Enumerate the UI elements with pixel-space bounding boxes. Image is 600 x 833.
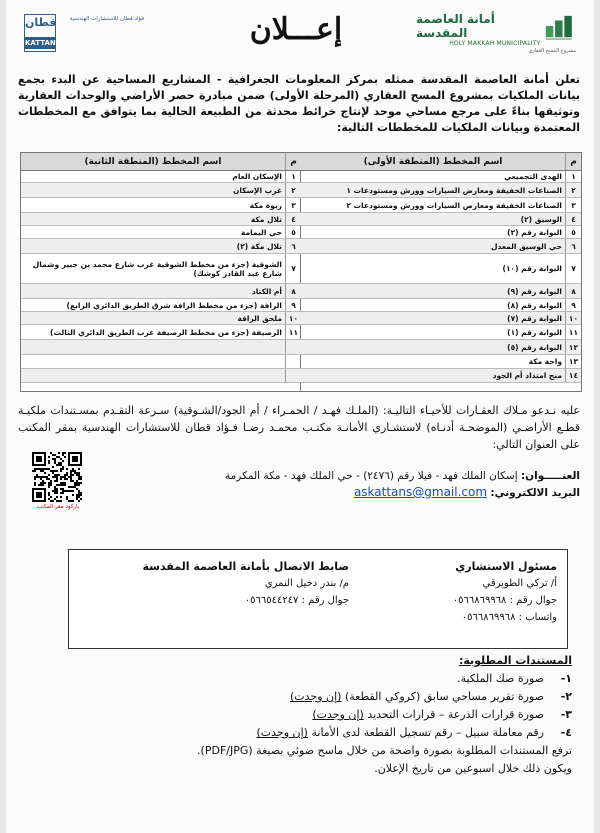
zone2-row [21,226,301,239]
zone1-row [301,355,581,369]
email-link[interactable]: askattans@gmail.com [353,485,488,499]
page-title: إعـــلان [249,12,343,47]
zone1-row-number: ١٠ [565,312,581,324]
zone2-row-name: تلال مكة (٢) [236,241,282,251]
office-qr-code-icon[interactable] [32,452,82,502]
zone1-row [301,183,581,198]
zone1-row-number: ٥ [565,226,581,238]
zone2-row-number: ٦ [285,239,301,253]
zone1-row-name: الصناعات الخفيفة ومعارض السيارات وورش ومستودعات ٢ [346,200,562,210]
zone2-row-number: ٩ [285,299,301,311]
zone1-row-name: البوابة رقم (١) [507,327,562,337]
doc-item-text [257,724,544,742]
kattan-brand-ar: قطان [25,16,57,29]
zone2-header-row [21,153,301,171]
announcement-page [6,0,594,833]
zone2-row-number: ٣ [285,198,301,212]
zone2-row-number: ٧ [285,254,301,283]
zone2-row-name: حي اليمامة [240,227,282,237]
zone1-num-header: م [565,153,581,170]
zone2-row [21,198,301,213]
zone1-row [301,171,581,183]
kattan-mark [24,14,56,52]
zone1-row [301,325,581,340]
municipality-name-en: HOLY MAKKAH MUNICIPALITY [449,40,541,47]
doc-item [52,724,572,742]
zone2-row [21,299,301,312]
zone2-row-name: أم الكتاد [251,286,282,296]
zone1-row-number: ٣ [565,198,581,212]
doc-item-note: (إن وجدت) [289,690,342,703]
officer-title: ضابط الاتصال بأمانة العاصمة المقدسة [142,560,349,573]
docs-deadline-note: ويكون ذلك خلال اسبوعين من تاريخ الإعلان. [374,762,572,775]
zone1-row-name: الوسيق (٢) [520,214,562,224]
zone1-row [301,284,581,299]
zone2-row-name: الشوقية (جزء من مخطط الشوقية غرب شارع محمد بن جبير وشمال شارع عبد القادر كوشك) [32,259,282,278]
zone1-header: اسم المخطط (المنطقة الأولى) [363,156,503,167]
doc-item-number: ٢- [560,690,572,703]
email-label: البريد الالكتروني: [490,487,580,499]
officer-mobile: جوال رقم : ٠٥٦٦٥٤٤٢٤٧ [244,595,349,606]
zone1-header-row [301,153,581,171]
doc-item-number: ٤- [560,726,572,739]
docs-title: المستندات المطلوبة: [458,654,572,667]
zone2-row-name: الإسكان العام [232,172,282,181]
doc-item-label: صورة صك الملكية. [457,672,544,685]
kattan-logo [24,12,144,58]
consultant-whatsapp: واتساب : ٠٥٦٦٨٦٩٩٦٨ [461,612,557,623]
consultant-mobile: جوال رقم : ٠٥٦٦٨٦٩٩٦٨ [452,595,557,606]
doc-item-label: رقم معاملة سبيل – رقم تسجيل القطعة لدى الأمانة [307,726,544,739]
zone1-row-number: ٧ [565,254,581,283]
zone2-row-name: ربوة مكة [249,200,282,210]
intro-paragraph: تعلن أمانة العاصمة المقدسة ممثله بمركز المعلومات الجغرافية - المشاريع المساحية عن البدء بجمع بيانات الملكيات بمشروع المسح العقاري (المرحلة الأولى) ضمن مبادرة حصر الأراضي والوحدات العقارية وتوثيقها بناءً على مرجع مساحي موحد لإنتاج خرائط محدثة من الطبيعة الحالية بما يتوافق مع المخططات المعتمدة وبيانات الملكيات للمخططات التالية: [18,73,580,134]
zone2-row-number [285,340,301,354]
officer-contact [109,558,349,609]
zone2-row-number: ٨ [285,284,301,298]
doc-item-text [290,688,544,706]
zone1-row-number: ٤ [565,213,581,225]
kattan-brand-en: KATTAN [25,39,56,47]
zone2-row-number: ٤ [285,213,301,225]
zone2-row [21,369,301,383]
zone2-row-name: غرب الإسكان [232,185,282,195]
zone2-row-number [285,355,301,368]
zone2-row [21,239,301,254]
zone1-row [301,239,581,254]
zone2-row [21,355,301,369]
consultant-name: أ/ تركي الطويرقي [482,578,557,589]
zone2-row [21,171,301,183]
doc-item [52,670,572,688]
zone2-num-header: م [285,153,301,170]
doc-item-number: ٣- [560,708,572,721]
zone1-row-name: واحة مكة [528,357,562,366]
zone2-row [21,254,301,284]
doc-item-note: (إن وجدت) [256,726,308,739]
doc-item-label: صورة تقرير مساحي سابق (كروكي القطعة) [341,690,544,703]
zone1-row [301,213,581,226]
zone1-row-number: ١٤ [565,369,581,382]
doc-item-label: صورة قرارات الذرعة – قرارات التحديد [363,708,544,721]
contacts-box [68,549,568,649]
zone1-row-number: ٢ [565,183,581,197]
zone1-row-number: ٩ [565,299,581,311]
zone2-header: اسم المخطط (المنطقة الثانية) [84,156,222,167]
zone1-row [301,369,581,383]
municipality-subtitle: مشروع المسح العقاري [528,48,576,54]
zone1-row-number: ٦ [565,239,581,253]
zone1-row-name: الصناعات الخفيفة ومعارض السيارات وورش ومستودعات ١ [346,185,562,195]
zone2-row-number: ١ [285,171,301,182]
qr-caption: باركود مقر المكتب [36,504,80,510]
zone2-row [21,183,301,198]
docs-format-note: ترفع المستندات المطلوبة بصورة واضحة من خلال ماسح ضوئي بصيغة (PDF/JPG). [197,744,572,757]
address-value: إسكان الملك فهد - فيلا رقم (٢٤٧٦) - حي الملك فهد - مكة المكرمة [225,470,518,482]
doc-item-text [312,706,544,724]
consultant-title: مسئول الاستشاري [455,560,557,573]
address-label: العنـــــوان: [520,470,580,482]
zone2-row-name: تلال مكة [250,214,282,224]
kattan-caption: فؤاد قطان للاستشارات الهندسية [69,16,144,22]
zone1-row-name: البوابة رقم (٧) [507,313,562,323]
zone1-row [301,198,581,213]
consultant-contact [317,558,557,626]
zone1-row-number: ١١ [565,325,581,339]
zone2-row [21,340,301,355]
doc-item [52,688,572,706]
zone1-row-number: ٨ [565,284,581,298]
municipality-name-ar: أمانة العاصمة المقدسة [416,12,495,40]
zone2-row [21,284,301,299]
zone1-row [301,340,581,355]
municipality-logo-icon [544,12,576,42]
plans-table [20,152,582,392]
required-documents [52,652,572,778]
zone1-row-name: البوابة رقم (٢) [507,227,562,237]
makkah-municipality-logo [416,12,576,62]
zone2-row-number [285,369,301,382]
doc-item [52,706,572,724]
zone1-row-number: ١٣ [565,355,581,368]
office-address [150,468,580,501]
zone2-row-name: الرصيفة (جزء من مخطط الرصيفة غرب الطريق الدائري الثالث) [50,327,282,337]
zone1-row-number: ١٢ [565,340,581,354]
zone1-row-name: منح امتداد أم الجود [492,371,562,380]
zone2-row [21,213,301,226]
zone1-row-name: البوابة رقم (٨) [507,300,562,310]
zone2-row-number: ٢ [285,183,301,197]
zone1-row [301,299,581,312]
zone2-row [21,325,301,340]
zone2-row-name: ملحق الرافة [237,313,282,323]
zone1-row-name: حي الوسيق المعدل [491,241,562,251]
doc-item-number: ١- [560,672,572,685]
zone1-row-number: ١ [565,171,581,182]
zone2-row-number: ١٠ [285,312,301,324]
zone1-row [301,254,581,284]
zone1-row [301,226,581,239]
owners-call-paragraph: عليه نـدعو مـلاك العقـارات للأحيـاء التاليـة: (الملـك فهـد / الحمـراء / أم الجود/الشـوقية) سـرعة التقـدم بمسـتندات ملكيـة قطـع الأراضـي (الموضحـة أدنـاه) لاستشـاري الأمانـة مكتـب محمـد رضـا فـؤاد قطان للاستشارات الهندسية بمقر المكتب على العنوان التالي: [18,404,580,451]
header [6,0,594,70]
zone1-row-name: البوابة رقم (١٠) [502,264,562,273]
doc-item-text [457,670,544,688]
zone1-row [301,312,581,325]
zone2-row-number: ١١ [285,325,301,339]
zone2-row-number: ٥ [285,226,301,238]
zone2-row-name: الرافة (جزء من مخطط الرافة شرق الطريق الدائري الرابع) [66,300,282,310]
officer-name: م/ بندر دخيل النمري [264,578,349,589]
zone1-row-name: البوابة رقم (٥) [507,342,562,352]
zone1-column [300,153,581,391]
zone1-row-name: البوابة رقم (٩) [507,286,562,296]
doc-item-note: (إن وجدت) [312,708,364,721]
zone2-row [21,312,301,325]
zone2-column [21,153,301,391]
zone1-row-name: الهدى التجميعي [504,172,562,181]
